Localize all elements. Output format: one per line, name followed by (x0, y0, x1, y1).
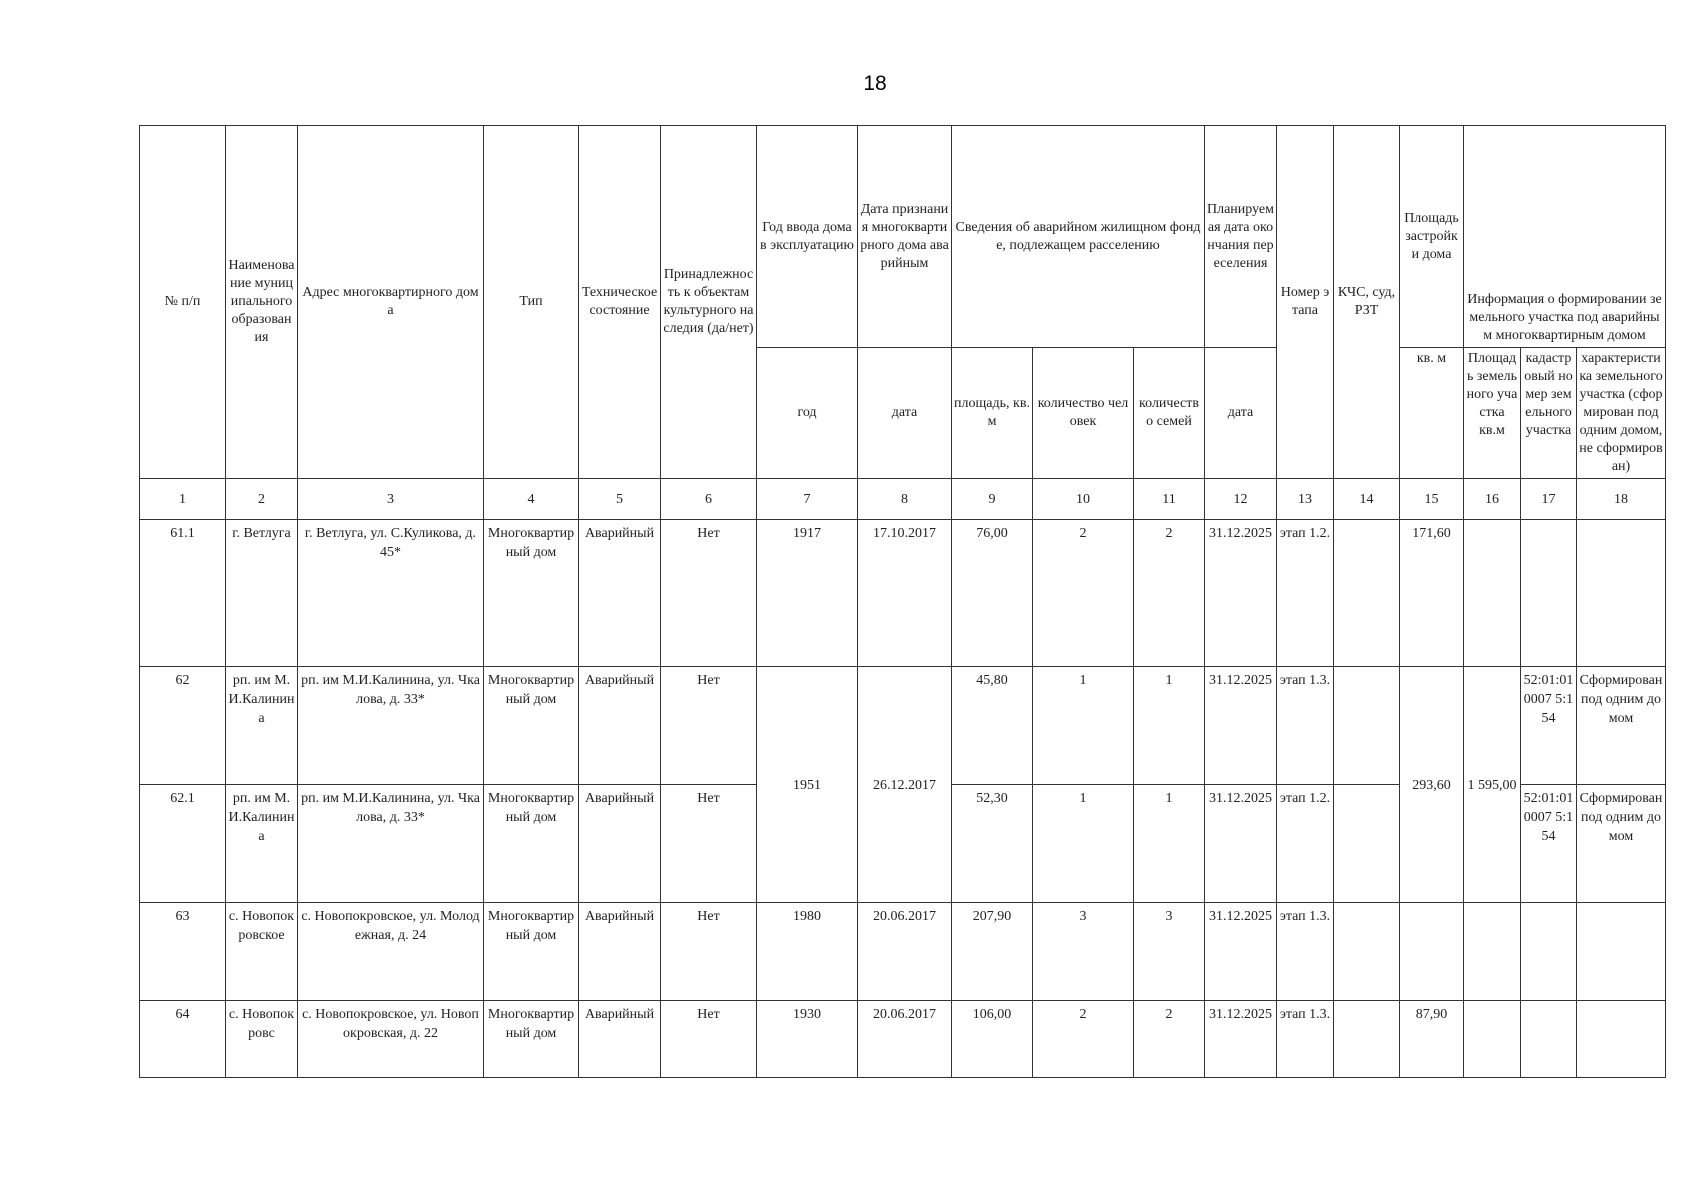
cell-kchs (1334, 785, 1400, 903)
cell-type: Многоквартирный дом (484, 667, 579, 785)
cell-stage: этап 1.3. (1277, 1001, 1334, 1078)
column-number: 13 (1277, 479, 1334, 520)
header-stage: Номер этапа (1277, 126, 1334, 479)
column-numbers-row (140, 479, 1666, 520)
cell-families: 3 (1134, 903, 1205, 1001)
cell-stage: этап 1.2. (1277, 520, 1334, 667)
cell-plan-date: 31.12.2025 (1205, 785, 1277, 903)
cell-municipality: с. Новопокровское (226, 903, 298, 1001)
header-housing-group: Сведения об аварийном жилищном фонде, подлежащем расселению (952, 126, 1205, 348)
cell-num: 62 (140, 667, 226, 785)
subheader-date: дата (858, 348, 952, 479)
column-number: 11 (1134, 479, 1205, 520)
cell-area: 52,30 (952, 785, 1033, 903)
cell-kchs (1334, 903, 1400, 1001)
cell-municipality: с. Новопокровс (226, 1001, 298, 1078)
column-number: 5 (579, 479, 661, 520)
cell-kchs (1334, 1001, 1400, 1078)
column-number: 1 (140, 479, 226, 520)
column-number: 3 (298, 479, 484, 520)
cell-type: Многоквартирный дом (484, 903, 579, 1001)
column-number: 4 (484, 479, 579, 520)
cell-land-area (1464, 903, 1521, 1001)
page-number: 18 (863, 72, 887, 95)
cell-kchs (1334, 667, 1400, 785)
cell-kchs (1334, 520, 1400, 667)
cell-condition: Аварийный (579, 785, 661, 903)
emergency-housing-table (139, 125, 1666, 1078)
cell-land-area-merged: 1 595,00 (1464, 667, 1521, 903)
cell-build-area: 171,60 (1400, 520, 1464, 667)
table-body (140, 520, 1666, 1078)
cell-plan-date: 31.12.2025 (1205, 667, 1277, 785)
cell-heritage: Нет (661, 903, 757, 1001)
subheader-land-area-unit: кв.м (1479, 423, 1505, 438)
column-number: 17 (1521, 479, 1577, 520)
cell-condition: Аварийный (579, 520, 661, 667)
cell-year: 1930 (757, 1001, 858, 1078)
cell-type: Многоквартирный дом (484, 520, 579, 667)
cell-address: с. Новопокровское, ул. Новопокровская, д. 22 (298, 1001, 484, 1078)
cell-people: 2 (1033, 1001, 1134, 1078)
cell-build-area (1400, 903, 1464, 1001)
cell-land-char: Сформирован под одним домом (1577, 785, 1666, 903)
header-land-area-label: Площадь земельного участка (1466, 351, 1518, 420)
cell-people: 2 (1033, 520, 1134, 667)
cell-plan-date: 31.12.2025 (1205, 1001, 1277, 1078)
column-number: 7 (757, 479, 858, 520)
cell-condition: Аварийный (579, 1001, 661, 1078)
cell-municipality: рп. им М.И.Калинина (226, 785, 298, 903)
column-number: 9 (952, 479, 1033, 520)
cell-municipality: г. Ветлуга (226, 520, 298, 667)
cell-land-area (1464, 520, 1521, 667)
header-heritage: Принадлежность к объектам культурного наследия (да/нет) (661, 126, 757, 479)
cell-people: 1 (1033, 667, 1134, 785)
cell-area: 76,00 (952, 520, 1033, 667)
cell-heritage: Нет (661, 785, 757, 903)
cell-stage: этап 1.3. (1277, 903, 1334, 1001)
cell-num: 64 (140, 1001, 226, 1078)
cell-families: 1 (1134, 667, 1205, 785)
table-row (140, 667, 1666, 785)
cell-condition: Аварийный (579, 903, 661, 1001)
cell-land-char (1577, 903, 1666, 1001)
column-number: 18 (1577, 479, 1666, 520)
cell-land-area (1464, 1001, 1521, 1078)
column-number: 15 (1400, 479, 1464, 520)
cell-date: 17.10.2017 (858, 520, 952, 667)
cell-num: 63 (140, 903, 226, 1001)
table-row (140, 1001, 1666, 1078)
cell-stage: этап 1.3. (1277, 667, 1334, 785)
cell-cadastral: 52:01:010007 5:154 (1521, 667, 1577, 785)
cell-num: 62.1 (140, 785, 226, 903)
cell-address: г. Ветлуга, ул. С.Куликова, д. 45* (298, 520, 484, 667)
cell-people: 1 (1033, 785, 1134, 903)
cell-stage: этап 1.2. (1277, 785, 1334, 903)
cell-area: 207,90 (952, 903, 1033, 1001)
cell-plan-date: 31.12.2025 (1205, 903, 1277, 1001)
header-build-area: Площадь застройки дома (1400, 126, 1464, 348)
cell-cadastral: 52:01:010007 5:154 (1521, 785, 1577, 903)
column-number: 6 (661, 479, 757, 520)
column-number: 14 (1334, 479, 1400, 520)
cell-families: 2 (1134, 1001, 1205, 1078)
cell-land-char: Сформирован под одним домом (1577, 667, 1666, 785)
cell-address: с. Новопокровское, ул. Молодежная, д. 24 (298, 903, 484, 1001)
header-planned-date: Планируемая дата окончания переселения (1205, 126, 1277, 348)
header-land-area (1464, 348, 1521, 479)
cell-land-char (1577, 1001, 1666, 1078)
cell-year: 1917 (757, 520, 858, 667)
cell-families: 2 (1134, 520, 1205, 667)
subheader-plan-date: дата (1205, 348, 1277, 479)
cell-date-merged: 26.12.2017 (858, 667, 952, 903)
table-row (140, 520, 1666, 667)
cell-area: 106,00 (952, 1001, 1033, 1078)
column-number: 12 (1205, 479, 1277, 520)
subheader-area: площадь, кв.м (952, 348, 1033, 479)
cell-address: рп. им М.И.Калинина, ул. Чкалова, д. 33* (298, 667, 484, 785)
header-cadastral: кадастровый номер земельного участка (1521, 348, 1577, 479)
cell-cadastral (1521, 520, 1577, 667)
table-header (140, 126, 1666, 520)
header-municipality: Наименование муниципального образования (226, 126, 298, 479)
cell-cadastral (1521, 1001, 1577, 1078)
subheader-build-area-unit: кв. м (1400, 348, 1464, 479)
header-number: № п/п (140, 126, 226, 479)
column-number: 16 (1464, 479, 1521, 520)
cell-date: 20.06.2017 (858, 903, 952, 1001)
header-year: Год ввода дома в эксплуатацию (757, 126, 858, 348)
cell-address: рп. им М.И.Калинина, ул. Чкалова, д. 33* (298, 785, 484, 903)
cell-type: Многоквартирный дом (484, 785, 579, 903)
header-type: Тип (484, 126, 579, 479)
cell-build-area: 87,90 (1400, 1001, 1464, 1078)
cell-cadastral (1521, 903, 1577, 1001)
header-address: Адрес многоквартирного дома (298, 126, 484, 479)
column-number: 2 (226, 479, 298, 520)
cell-date: 20.06.2017 (858, 1001, 952, 1078)
subheader-year: год (757, 348, 858, 479)
header-emergency-date: Дата признания многоквартирного дома аварийным (858, 126, 952, 348)
table-row (140, 903, 1666, 1001)
cell-people: 3 (1033, 903, 1134, 1001)
cell-condition: Аварийный (579, 667, 661, 785)
header-kchs: КЧС, суд, РЗТ (1334, 126, 1400, 479)
cell-plan-date: 31.12.2025 (1205, 520, 1277, 667)
header-condition: Техническое состояние (579, 126, 661, 479)
column-number: 10 (1033, 479, 1134, 520)
column-number: 8 (858, 479, 952, 520)
cell-land-char (1577, 520, 1666, 667)
cell-heritage: Нет (661, 520, 757, 667)
subheader-families: количество семей (1134, 348, 1205, 479)
cell-year-merged: 1951 (757, 667, 858, 903)
cell-municipality: рп. им М.И.Калинина (226, 667, 298, 785)
cell-build-area-merged: 293,60 (1400, 667, 1464, 903)
cell-heritage: Нет (661, 667, 757, 785)
cell-num: 61.1 (140, 520, 226, 667)
cell-area: 45,80 (952, 667, 1033, 785)
header-land-char: характеристика земельного участка (сформирован под одним домом, не сформирован) (1577, 348, 1666, 479)
cell-heritage: Нет (661, 1001, 757, 1078)
cell-families: 1 (1134, 785, 1205, 903)
subheader-people: количество человек (1033, 348, 1134, 479)
cell-year: 1980 (757, 903, 858, 1001)
cell-type: Многоквартирный дом (484, 1001, 579, 1078)
header-land-group: Информация о формировании земельного участка под аварийным многоквартирным домом (1464, 126, 1666, 348)
